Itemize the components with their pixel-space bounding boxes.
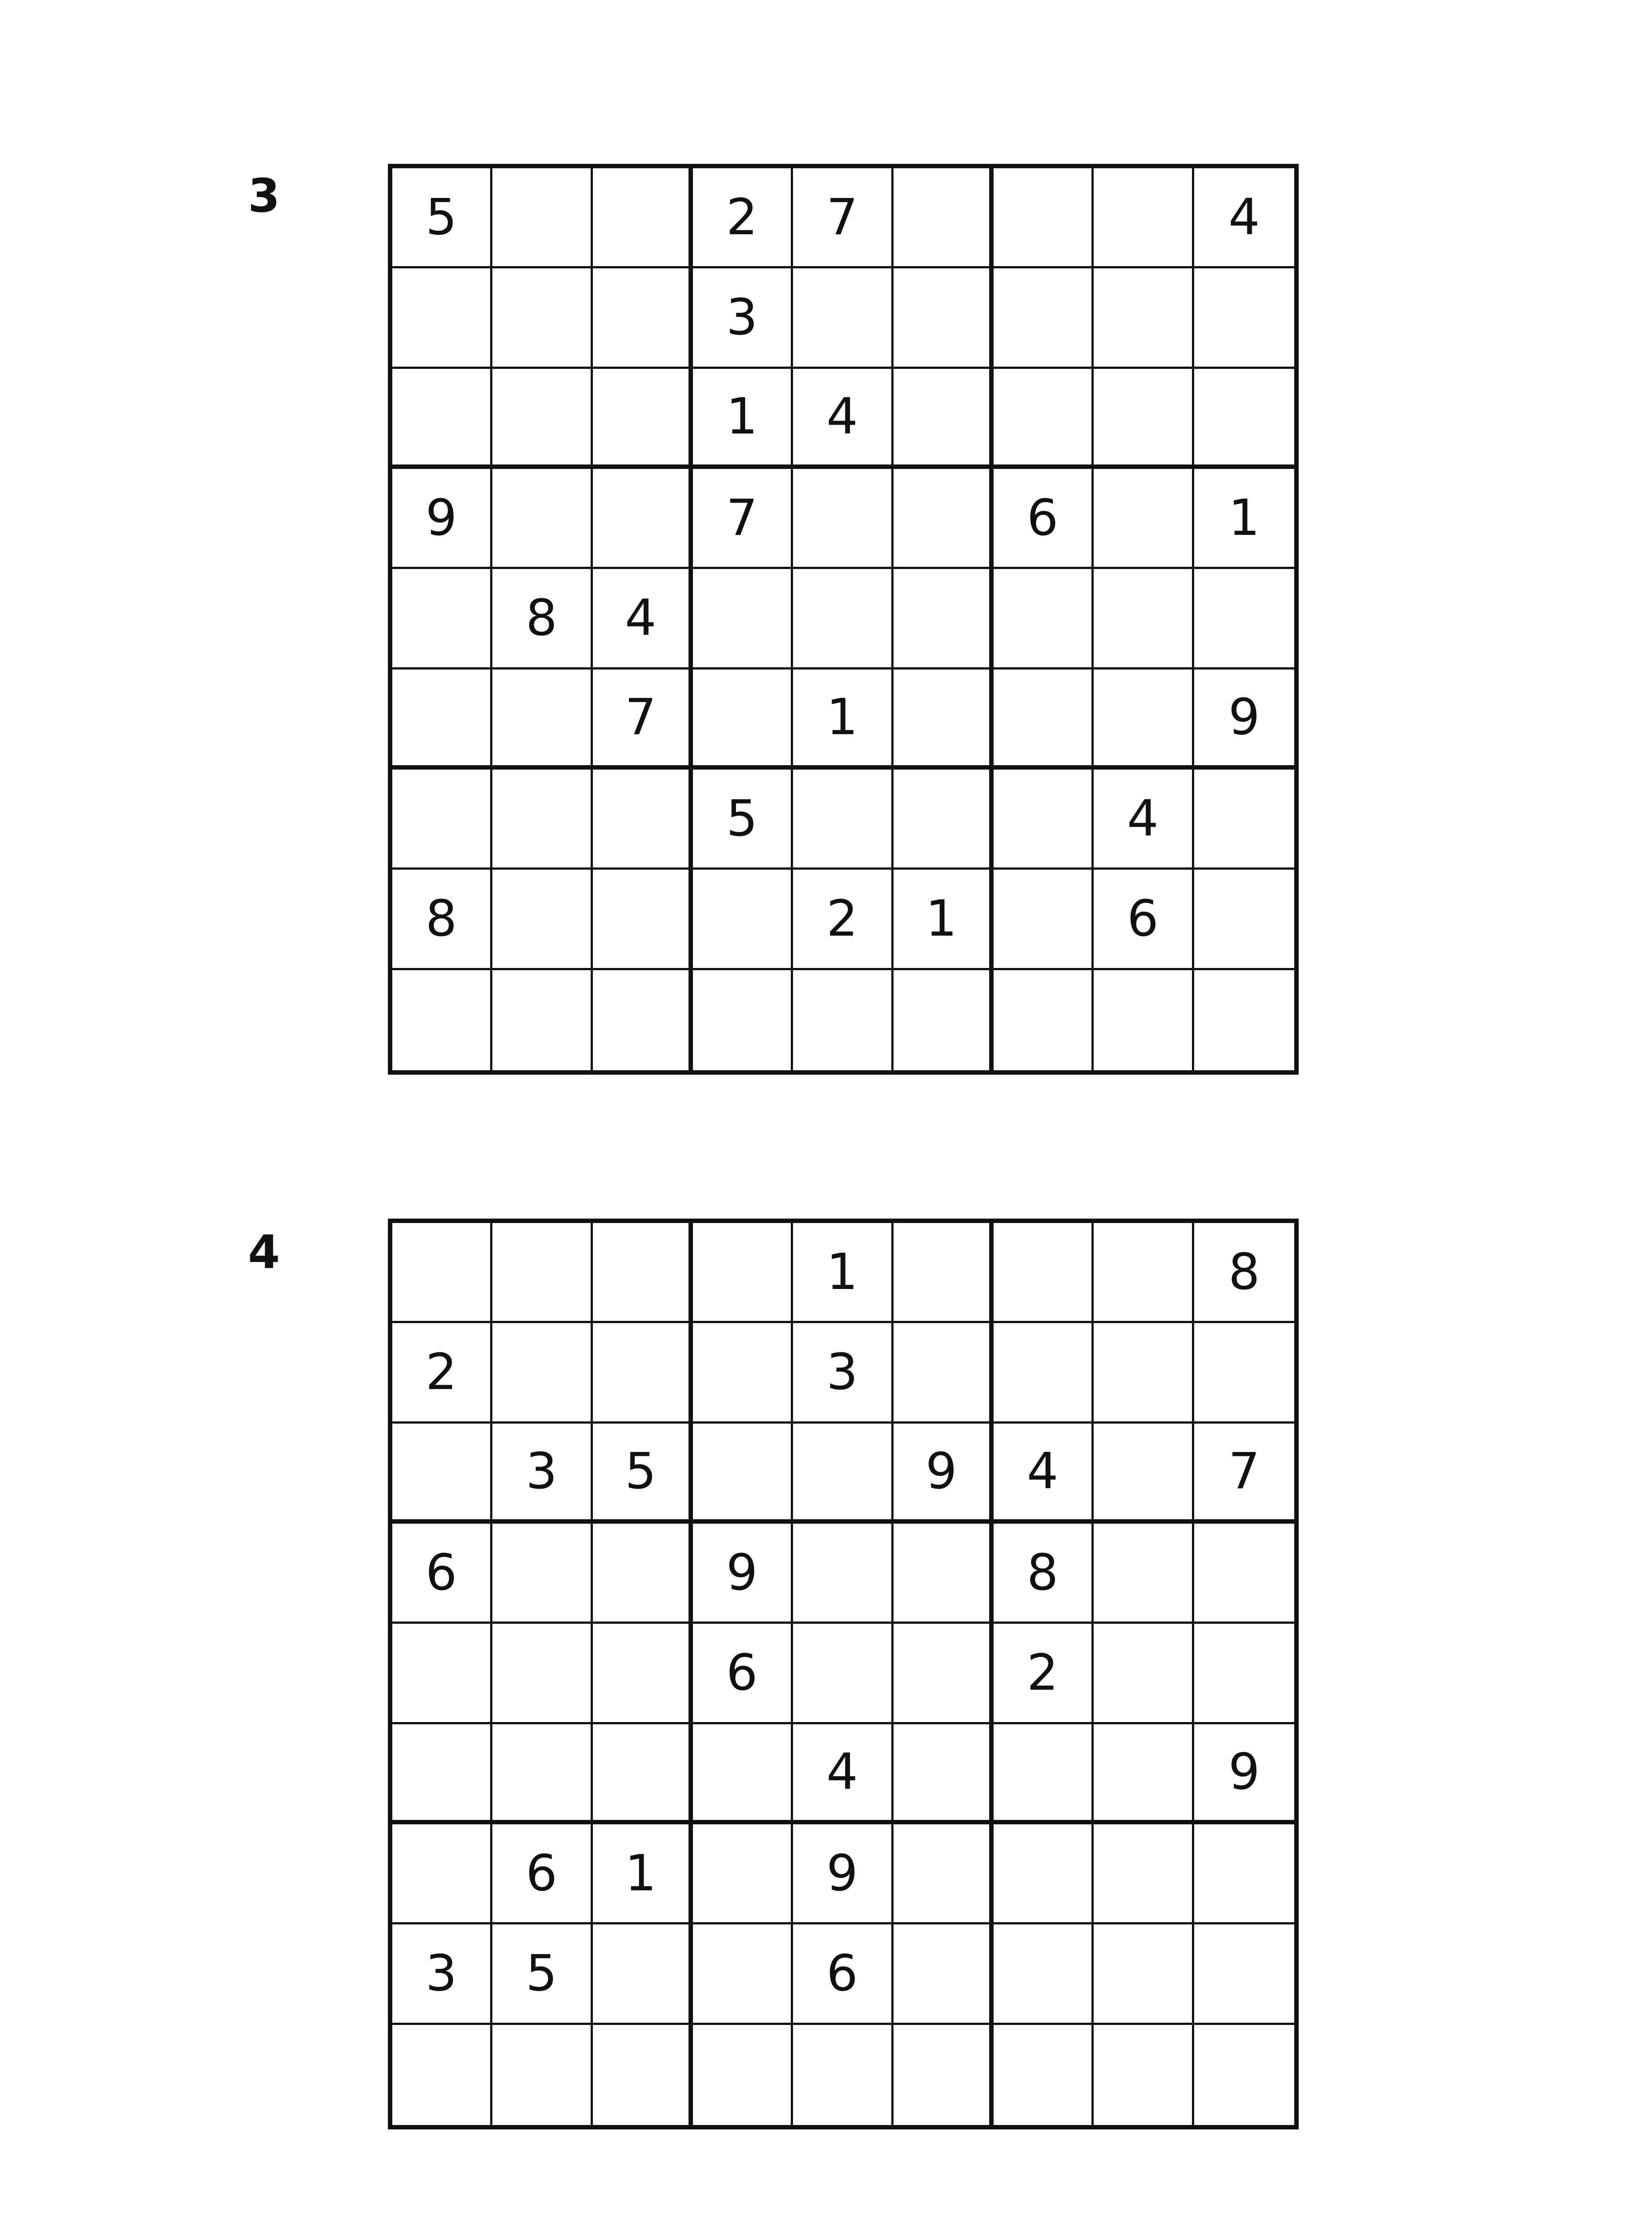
sudoku-cell[interactable] <box>492 369 592 469</box>
sudoku-cell[interactable] <box>894 469 994 569</box>
sudoku-cell[interactable] <box>1194 1824 1294 1924</box>
sudoku-cell[interactable] <box>793 469 893 569</box>
sudoku-cell[interactable]: 4 <box>994 1424 1094 1524</box>
sudoku-cell[interactable]: 3 <box>793 1323 893 1423</box>
sudoku-cell[interactable]: 9 <box>1194 670 1294 770</box>
sudoku-cell[interactable]: 1 <box>693 369 793 469</box>
sudoku-cell[interactable] <box>1094 970 1194 1070</box>
sudoku-cell[interactable] <box>492 670 592 770</box>
sudoku-cell[interactable] <box>1194 1624 1294 1724</box>
sudoku-cell[interactable]: 3 <box>492 1424 592 1524</box>
sudoku-cell[interactable] <box>392 569 492 669</box>
sudoku-cell[interactable] <box>1194 2025 1294 2125</box>
sudoku-cell[interactable] <box>1094 670 1194 770</box>
sudoku-cell[interactable] <box>1194 870 1294 970</box>
sudoku-cell[interactable] <box>894 1824 994 1924</box>
sudoku-cell[interactable] <box>793 1624 893 1724</box>
sudoku-cell[interactable] <box>492 469 592 569</box>
sudoku-cell[interactable] <box>693 1223 793 1323</box>
sudoku-cell[interactable] <box>392 1223 492 1323</box>
sudoku-cell[interactable] <box>693 1724 793 1824</box>
sudoku-cell[interactable]: 6 <box>693 1624 793 1724</box>
sudoku-cell[interactable] <box>894 1524 994 1624</box>
sudoku-cell[interactable] <box>593 970 693 1070</box>
sudoku-cell[interactable] <box>793 268 893 368</box>
sudoku-cell[interactable] <box>994 369 1094 469</box>
sudoku-cell[interactable] <box>593 870 693 970</box>
sudoku-cell[interactable] <box>894 970 994 1070</box>
sudoku-cell[interactable] <box>994 2025 1094 2125</box>
sudoku-cell[interactable] <box>894 1724 994 1824</box>
sudoku-cell[interactable] <box>793 770 893 870</box>
sudoku-cell[interactable] <box>793 569 893 669</box>
sudoku-cell[interactable]: 2 <box>793 870 893 970</box>
sudoku-cell[interactable] <box>593 268 693 368</box>
sudoku-cell[interactable] <box>1094 369 1194 469</box>
sudoku-cell[interactable] <box>994 1924 1094 2024</box>
sudoku-cell[interactable] <box>994 770 1094 870</box>
sudoku-cell[interactable] <box>994 168 1094 268</box>
sudoku-cell[interactable] <box>392 970 492 1070</box>
sudoku-cell[interactable] <box>1194 1524 1294 1624</box>
sudoku-cell[interactable] <box>894 268 994 368</box>
sudoku-cell[interactable] <box>492 1724 592 1824</box>
sudoku-cell[interactable]: 4 <box>1094 770 1194 870</box>
sudoku-cell[interactable]: 6 <box>994 469 1094 569</box>
sudoku-cell[interactable]: 8 <box>1194 1223 1294 1323</box>
sudoku-cell[interactable] <box>894 1924 994 2024</box>
sudoku-cell[interactable] <box>894 2025 994 2125</box>
sudoku-cell[interactable] <box>1194 569 1294 669</box>
sudoku-cell[interactable]: 6 <box>492 1824 592 1924</box>
sudoku-cell[interactable] <box>1194 970 1294 1070</box>
sudoku-cell[interactable] <box>1194 268 1294 368</box>
sudoku-cell[interactable] <box>492 1323 592 1423</box>
sudoku-cell[interactable]: 9 <box>1194 1724 1294 1824</box>
sudoku-cell[interactable] <box>492 2025 592 2125</box>
sudoku-cell[interactable]: 3 <box>392 1924 492 2024</box>
sudoku-cell[interactable]: 2 <box>392 1323 492 1423</box>
sudoku-cell[interactable] <box>1094 1424 1194 1524</box>
sudoku-cell[interactable] <box>593 770 693 870</box>
sudoku-cell[interactable] <box>492 1624 592 1724</box>
sudoku-cell[interactable] <box>994 569 1094 669</box>
sudoku-cell[interactable] <box>693 1924 793 2024</box>
sudoku-board-3 <box>388 164 1299 1075</box>
sudoku-cell[interactable] <box>894 1624 994 1724</box>
sudoku-cell[interactable] <box>994 670 1094 770</box>
sudoku-cell[interactable]: 5 <box>593 1424 693 1524</box>
sudoku-cell[interactable] <box>693 870 793 970</box>
sudoku-cell[interactable]: 7 <box>1194 1424 1294 1524</box>
sudoku-cell[interactable] <box>392 2025 492 2125</box>
sudoku-cell[interactable]: 4 <box>593 569 693 669</box>
sudoku-cell[interactable] <box>1094 569 1194 669</box>
sudoku-cell[interactable]: 1 <box>593 1824 693 1924</box>
sudoku-cell[interactable]: 1 <box>894 870 994 970</box>
sudoku-cell[interactable] <box>492 1524 592 1624</box>
sudoku-cell[interactable] <box>693 670 793 770</box>
sudoku-cell[interactable] <box>392 670 492 770</box>
puzzle-number-3: 3 <box>248 169 280 223</box>
sudoku-cell[interactable]: 8 <box>994 1524 1094 1624</box>
sudoku-cell[interactable] <box>793 970 893 1070</box>
sudoku-cell[interactable]: 1 <box>793 670 893 770</box>
sudoku-cell[interactable] <box>793 1524 893 1624</box>
sudoku-cell[interactable] <box>994 970 1094 1070</box>
sudoku-cell[interactable]: 4 <box>793 1724 893 1824</box>
puzzle-number-4: 4 <box>248 1225 280 1279</box>
sudoku-cell[interactable] <box>492 168 592 268</box>
sudoku-cell[interactable] <box>1094 268 1194 368</box>
sudoku-cell[interactable] <box>392 1824 492 1924</box>
sudoku-board-4 <box>388 1219 1299 2129</box>
sudoku-cell[interactable] <box>392 1424 492 1524</box>
sudoku-cell[interactable] <box>1194 770 1294 870</box>
sudoku-cell[interactable]: 6 <box>392 1524 492 1624</box>
sudoku-cell[interactable]: 7 <box>593 670 693 770</box>
sudoku-cell[interactable] <box>1094 1724 1194 1824</box>
sudoku-cell[interactable] <box>894 670 994 770</box>
sudoku-cell[interactable]: 9 <box>693 1524 793 1624</box>
sudoku-cell[interactable] <box>1094 1524 1194 1624</box>
sudoku-cell[interactable] <box>1194 1323 1294 1423</box>
sudoku-cell[interactable] <box>1094 1624 1194 1724</box>
sudoku-cell[interactable]: 5 <box>492 1924 592 2024</box>
sudoku-cell[interactable]: 9 <box>392 469 492 569</box>
sudoku-cell[interactable] <box>492 970 592 1070</box>
sudoku-cell[interactable] <box>894 369 994 469</box>
sudoku-cell[interactable] <box>392 1724 492 1824</box>
sudoku-cell[interactable] <box>1194 369 1294 469</box>
sudoku-cell[interactable] <box>392 770 492 870</box>
sudoku-cell[interactable]: 5 <box>392 168 492 268</box>
sudoku-cell[interactable]: 7 <box>693 469 793 569</box>
sudoku-cell[interactable] <box>392 369 492 469</box>
sudoku-cell[interactable] <box>994 1824 1094 1924</box>
sudoku-cell[interactable] <box>994 1323 1094 1423</box>
sudoku-cell[interactable] <box>994 268 1094 368</box>
sudoku-cell[interactable] <box>793 2025 893 2125</box>
sudoku-cell[interactable] <box>392 268 492 368</box>
sudoku-cell[interactable] <box>693 2025 793 2125</box>
sudoku-cell[interactable] <box>1094 1824 1194 1924</box>
sudoku-cell[interactable] <box>593 1624 693 1724</box>
sudoku-cell[interactable] <box>593 2025 693 2125</box>
sudoku-cell[interactable]: 7 <box>793 168 893 268</box>
sudoku-cell[interactable] <box>1094 1323 1194 1423</box>
sudoku-cell[interactable] <box>793 1424 893 1524</box>
sudoku-cell[interactable] <box>492 870 592 970</box>
sudoku-cell[interactable] <box>492 770 592 870</box>
sudoku-cell[interactable] <box>593 469 693 569</box>
sudoku-cell[interactable]: 6 <box>793 1924 893 2024</box>
sudoku-cell[interactable]: 4 <box>793 369 893 469</box>
sudoku-cell[interactable]: 1 <box>793 1223 893 1323</box>
sudoku-cell[interactable] <box>693 970 793 1070</box>
sudoku-cell[interactable] <box>593 369 693 469</box>
sudoku-cell[interactable] <box>894 1223 994 1323</box>
sudoku-cell[interactable] <box>1194 1924 1294 2024</box>
sudoku-cell[interactable]: 5 <box>693 770 793 870</box>
sudoku-cell[interactable] <box>1094 469 1194 569</box>
sudoku-cell[interactable] <box>693 1824 793 1924</box>
sudoku-cell[interactable] <box>593 1924 693 2024</box>
sudoku-cell[interactable]: 1 <box>1194 469 1294 569</box>
sudoku-cell[interactable] <box>894 770 994 870</box>
sudoku-cell[interactable] <box>593 1323 693 1423</box>
sudoku-cell[interactable] <box>693 569 793 669</box>
sudoku-cell[interactable] <box>1094 2025 1194 2125</box>
sudoku-cell[interactable]: 6 <box>1094 870 1194 970</box>
sudoku-cell[interactable] <box>1094 1924 1194 2024</box>
sudoku-cell[interactable]: 2 <box>693 168 793 268</box>
sudoku-cell[interactable]: 4 <box>1194 168 1294 268</box>
sudoku-cell[interactable]: 8 <box>492 569 592 669</box>
sudoku-cell[interactable] <box>1094 168 1194 268</box>
sudoku-cell[interactable] <box>994 1223 1094 1323</box>
sudoku-cell[interactable] <box>894 1323 994 1423</box>
sudoku-cell[interactable] <box>492 268 592 368</box>
sudoku-cell[interactable] <box>693 1424 793 1524</box>
sudoku-cell[interactable]: 3 <box>693 268 793 368</box>
sudoku-cell[interactable] <box>994 870 1094 970</box>
sudoku-cell[interactable] <box>492 1223 592 1323</box>
sudoku-cell[interactable]: 9 <box>793 1824 893 1924</box>
sudoku-cell[interactable]: 2 <box>994 1624 1094 1724</box>
sudoku-cell[interactable] <box>693 1323 793 1423</box>
sudoku-cell[interactable] <box>894 569 994 669</box>
sudoku-cell[interactable] <box>894 168 994 268</box>
sudoku-cell[interactable] <box>392 1624 492 1724</box>
sudoku-cell[interactable] <box>593 1223 693 1323</box>
sudoku-cell[interactable] <box>593 168 693 268</box>
sudoku-cell[interactable] <box>1094 1223 1194 1323</box>
sudoku-cell[interactable] <box>994 1724 1094 1824</box>
sudoku-cell[interactable]: 8 <box>392 870 492 970</box>
sudoku-cell[interactable]: 9 <box>894 1424 994 1524</box>
sudoku-cell[interactable] <box>593 1724 693 1824</box>
sudoku-cell[interactable] <box>593 1524 693 1624</box>
